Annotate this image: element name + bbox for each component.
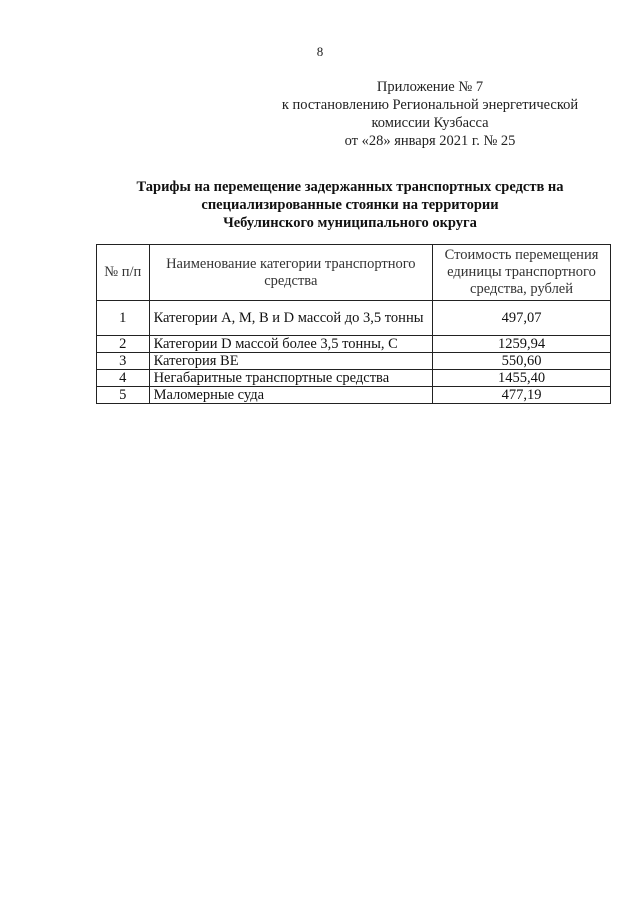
header-num: № п/п [97, 245, 150, 301]
table-row [97, 353, 611, 370]
table-row [97, 387, 611, 404]
page-number: 8 [316, 44, 324, 59]
table-row [97, 301, 611, 336]
table-row [97, 336, 611, 353]
appendix-line: комиссии Кузбасса [371, 115, 489, 131]
row-price: 497,07 [433, 301, 611, 336]
table-header-row [97, 245, 611, 301]
header-name: Наименование категории транспортного средства [149, 245, 432, 301]
header-price: Стоимость перемещения единицы транспортного средства, рублей [433, 245, 611, 301]
row-price: 477,19 [433, 387, 611, 404]
row-name: Категории А, М, В и D массой до 3,5 тонны [149, 301, 432, 336]
row-name: Маломерные суда [149, 387, 432, 404]
row-name: Негабаритные транспортные средства [149, 370, 432, 387]
appendix-line: Приложение № 7 [376, 79, 484, 95]
title-line: Тарифы на перемещение задержанных транспортных средств на [136, 179, 564, 195]
row-num: 4 [97, 370, 150, 387]
row-price: 1455,40 [433, 370, 611, 387]
title-line: специализированные стоянки на территории [201, 197, 499, 213]
row-price: 550,60 [433, 353, 611, 370]
tariffs-table [96, 244, 611, 404]
row-num: 2 [97, 336, 150, 353]
row-price: 1259,94 [433, 336, 611, 353]
table-row [97, 370, 611, 387]
row-name: Категория ВЕ [149, 353, 432, 370]
appendix-header [270, 78, 590, 150]
row-num: 1 [97, 301, 150, 336]
row-num: 3 [97, 353, 150, 370]
document-title [100, 178, 600, 232]
appendix-line: к постановлению Региональной энергетической [281, 97, 579, 113]
appendix-line: от «28» января 2021 г. № 25 [344, 133, 516, 149]
row-num: 5 [97, 387, 150, 404]
title-line: Чебулинского муниципального округа [223, 215, 477, 231]
row-name: Категории D массой более 3,5 тонны, С [149, 336, 432, 353]
